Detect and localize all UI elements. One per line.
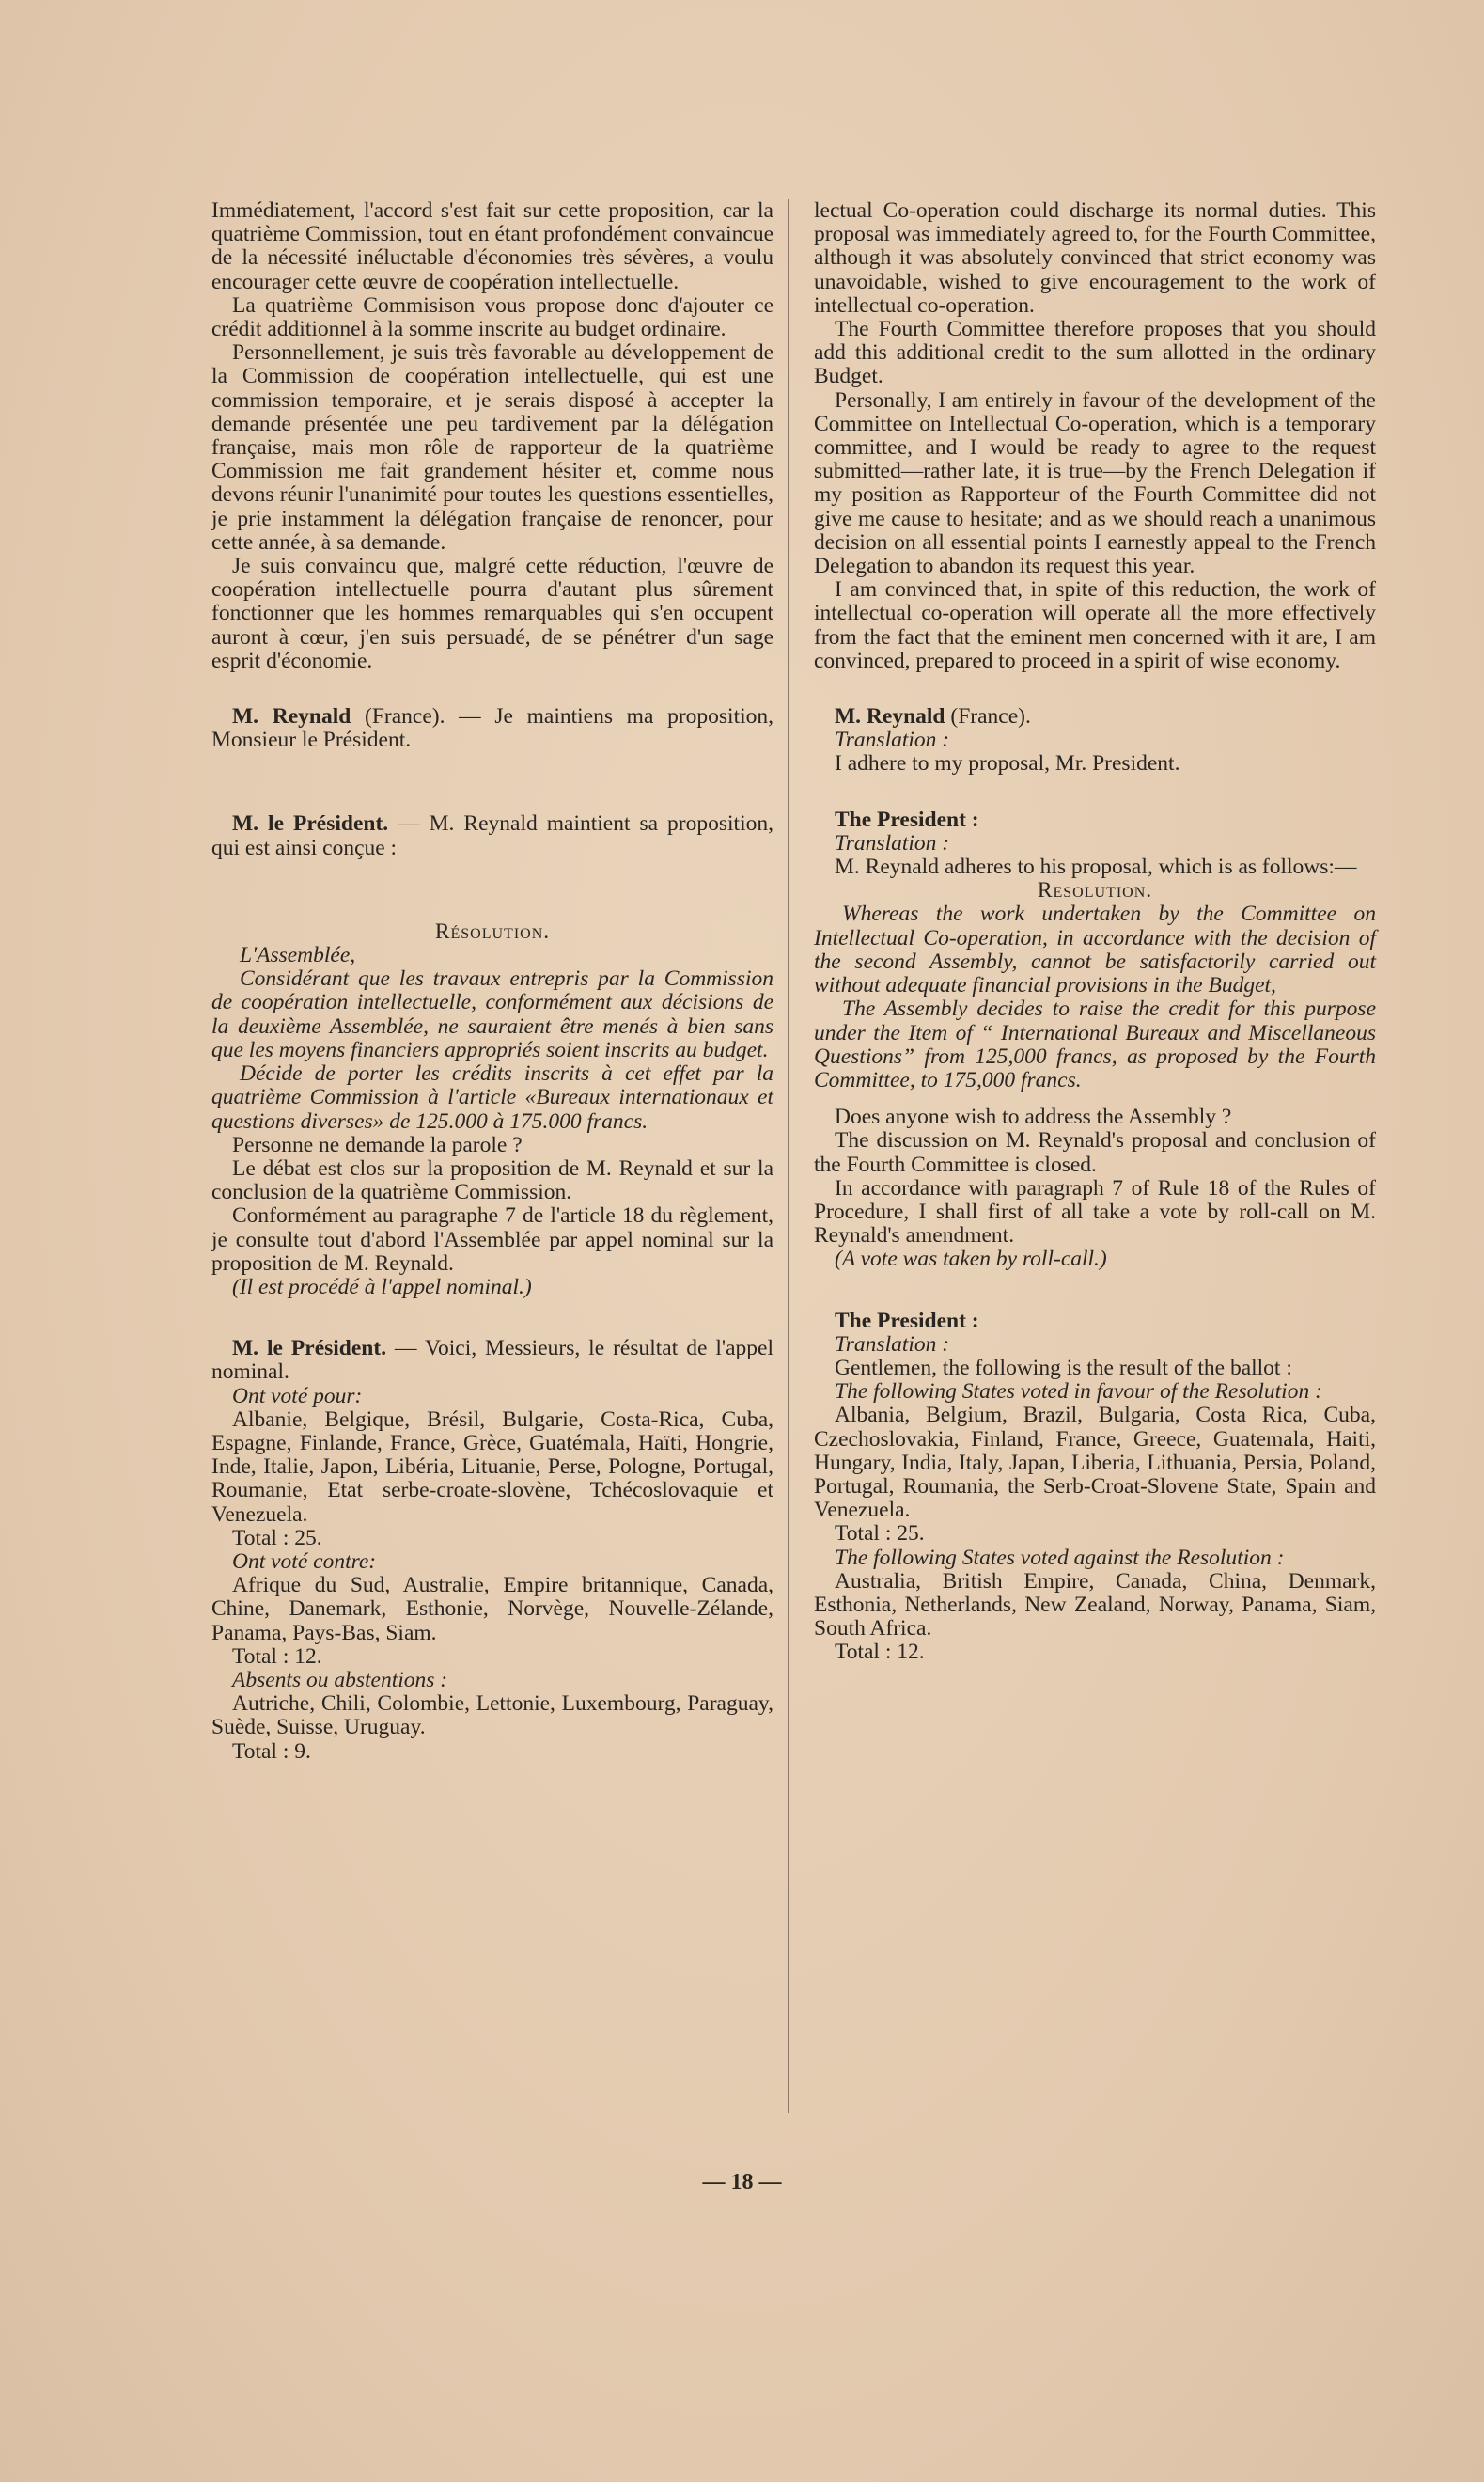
- speaker-name: M. Reynald: [232, 704, 351, 730]
- resolution-intro: L'Assemblée,: [240, 943, 356, 968]
- resolution-text: [814, 903, 1376, 1092]
- paragraph: Personally, I am entirely in favour of the development of the Committee on Intellectual Co-operation, which is a temporary committee, and I would be ready to agree to the request submitted—rather late, it is true—by the French Delegation if my position as Rapporteur of the Fourth Committee did not give me cause to hesitate; and as we should reach a unanimous decision on all essential points I earnestly appeal to the French Delegation to abandon its request this year.: [814, 387, 1376, 579]
- speaker-country: (France).: [351, 704, 445, 730]
- stage-direction: (A vote was taken by roll-call.): [835, 1247, 1107, 1272]
- speech-reynald: [211, 705, 773, 752]
- absent-list: Autriche, Chili, Colombie, Lettonie, Luxembourg, Paraguay, Suède, Suisse, Uruguay.: [211, 1691, 773, 1740]
- translation-label: Translation :: [835, 830, 950, 856]
- resolution-text: [211, 944, 773, 1134]
- speech-president: [211, 1337, 773, 1384]
- translation-label: Translation :: [835, 1331, 950, 1357]
- absent-label: Absents ou abstentions :: [232, 1667, 448, 1692]
- vote-against-label: The following States voted against the Resolution :: [835, 1545, 1285, 1570]
- speaker-name: M. Reynald: [835, 704, 945, 730]
- vote-for-total: Total : 25.: [835, 1521, 925, 1547]
- vote-against-list: Australia, British Empire, Canada, China, Denmark, Esthonia, Netherlands, New Zealand, Norway, Panama, Siam, South Africa.: [814, 1568, 1376, 1642]
- paragraph: Je suis convaincu que, malgré cette réduction, l'œuvre de coopération intellectuelle pourra d'autant plus sûrement fonctionner que les hommes remarquables qui s'en occupent auront à cœur, j'en suis persuadé, de se pénétrer d'un sage esprit d'économie.: [211, 554, 773, 673]
- speech-reynald: [814, 705, 1376, 729]
- paragraph: Immédiatement, l'accord s'est fait sur cette proposition, car la quatrième Commission, tout en étant profondément convaincue de la nécessité inéluctable d'économies très sévères, a voulu encourager cette œuvre de coopération intellectuelle.: [211, 198, 773, 294]
- speech-text: I adhere to my proposal, Mr. President.: [835, 751, 1180, 777]
- vote-against-label: Ont voté contre:: [232, 1548, 377, 1574]
- speaker-name: M. le Président.: [232, 1336, 387, 1361]
- speech-text: — Voici, Messieurs, le résultat de l'appel nominal.: [211, 1336, 773, 1385]
- paragraph: The Fourth Committee therefore proposes that you should add this additional credit to the sum allotted in the ordinary Budget.: [814, 317, 1376, 389]
- absent-total: Total : 9.: [232, 1738, 311, 1764]
- speaker-name: M. le Président.: [232, 811, 389, 837]
- vote-for-label: The following States voted in favour of the Resolution :: [835, 1379, 1322, 1405]
- resolution-title: Resolution.: [1037, 878, 1153, 903]
- speech-president: [211, 812, 773, 859]
- resolution-paragraph: Décide de porter les crédits inscrits à cet effet par la quatrième Commission à l'article «Bureaux internationaux et questions diverses» de 125.000 à 175.000 francs.: [211, 1061, 773, 1134]
- speaker-country: (France).: [945, 704, 1031, 730]
- speech-text: — M. Reynald maintient sa proposition, qui est ainsi conçue :: [211, 811, 773, 860]
- speech-text: M. Reynald adheres to his proposal, which is as follows:—: [835, 855, 1357, 880]
- french-column: [211, 199, 773, 1764]
- vote-for-label: Ont voté pour:: [232, 1383, 363, 1408]
- paragraph: Personnellement, je suis très favorable au développement de la Commission de coopération intellectuelle, qui est une commission temporaire, et je serais disposé à accepter la demande présentée une peu tardivement par la délégation française, mais mon rôle de rapporteur de la quatrième Commission me fait grandement hésiter et, comme nous devons réunir l'unanimité pour toutes les questions essentielles, je prie instamment la délégation française de renoncer, pour cette année, à sa demande.: [211, 340, 773, 555]
- paragraph: Conformément au paragraphe 7 de l'article 18 du règlement, je consulte tout d'abord l'Assemblée par appel nominal sur la proposition de M. Reynald.: [211, 1203, 773, 1276]
- paragraph: I am convinced that, in spite of this reduction, the work of intellectual co-operation will operate all the more effectively from the fact that the eminent men concerned with it are, I am convinced, prepared to proceed in a spirit of wise economy.: [814, 577, 1376, 673]
- paragraph: La quatrième Commisison vous propose donc d'ajouter ce crédit additionnel à la somme inscrite au budget ordinaire.: [211, 292, 773, 342]
- paragraph: Does anyone wish to address the Assembly ?: [835, 1105, 1232, 1130]
- resolution-paragraph: The Assembly decides to raise the credit for this purpose under the Item of “ International Bureaux and Miscellaneous Questions” from 125,000 francs, as proposed by the Fourth Committee, to 175,000 francs.: [814, 997, 1376, 1092]
- stage-direction: (Il est procédé à l'appel nominal.): [232, 1274, 532, 1299]
- vote-against-total: Total : 12.: [232, 1643, 322, 1669]
- speech-president: [814, 1310, 1376, 1333]
- paragraph: Le débat est clos sur la proposition de M. Reynald et sur la conclusion de la quatrième Commission.: [211, 1155, 773, 1205]
- resolution-title: Résolution.: [434, 919, 551, 944]
- paragraph: The discussion on M. Reynald's proposal and conclusion of the Fourth Committee is closed.: [814, 1128, 1376, 1177]
- speaker-name: The President :: [835, 807, 979, 832]
- speech-text: — Je maintiens ma proposition, Monsieur le Président.: [211, 704, 773, 753]
- vote-against-total: Total : 12.: [835, 1640, 925, 1665]
- vote-against-list: Afrique du Sud, Australie, Empire britannique, Canada, Chine, Danemark, Esthonie, Norvège, Nouvelle-Zélande, Panama, Pays-Bas, Siam.: [211, 1573, 773, 1645]
- vote-for-total: Total : 25.: [232, 1525, 322, 1550]
- speech-text: Gentlemen, the following is the result of the ballot :: [835, 1355, 1292, 1380]
- vote-for-list: Albanie, Belgique, Brésil, Bulgarie, Costa-Rica, Cuba, Espagne, Finlande, France, Grèce, Guatémala, Haïti, Hongrie, Inde, Italie, Japon, Libéria, Lituanie, Perse, Pologne, Portugal, Roumanie, Etat serbe-croate-slovène, Tchécoslovaquie et Venezuela.: [211, 1406, 773, 1527]
- paragraph: Personne ne demande la parole ?: [232, 1132, 523, 1157]
- speech-president: [814, 809, 1376, 832]
- vote-for-list: Albania, Belgium, Brazil, Bulgaria, Costa Rica, Cuba, Czechoslovakia, Finland, France, Greece, Guatemala, Haiti, Hungary, India, Italy, Japan, Liberia, Lithuania, Persia, Poland, Portugal, Roumania, the Serb-Croat-Slovene State, Spain and Venezuela.: [814, 1403, 1376, 1523]
- resolution-paragraph: Considérant que les travaux entrepris par la Commission de coopération intellectuelle, conformément aux décisions de la deuxième Assemblée, ne sauraient être menés à bien sans que les moyens financiers appropriés soient inscrits au budget.: [211, 966, 773, 1062]
- speaker-name: The President :: [835, 1308, 979, 1333]
- paragraph: lectual Co-operation could discharge its normal duties. This proposal was immediately agreed to, for the Fourth Committee, although it was absolutely convinced that strict economy was unavoidable, wished to give encouragement to the work of intellectual co-operation.: [814, 198, 1376, 318]
- resolution-paragraph: Whereas the work undertaken by the Committee on Intellectual Co-operation, in accordance with the decision of the second Assembly, cannot be satisfactorily carried out without adequate financial provisions in the Budget,: [814, 902, 1376, 998]
- column-divider: [788, 199, 789, 2113]
- english-column: [814, 199, 1376, 1665]
- translation-label: Translation :: [835, 728, 950, 753]
- paragraph: In accordance with paragraph 7 of Rule 18 of the Rules of Procedure, I shall first of all take a vote by roll-call on M. Reynald's amendment.: [814, 1175, 1376, 1249]
- page-number: — 18 —: [702, 2170, 782, 2194]
